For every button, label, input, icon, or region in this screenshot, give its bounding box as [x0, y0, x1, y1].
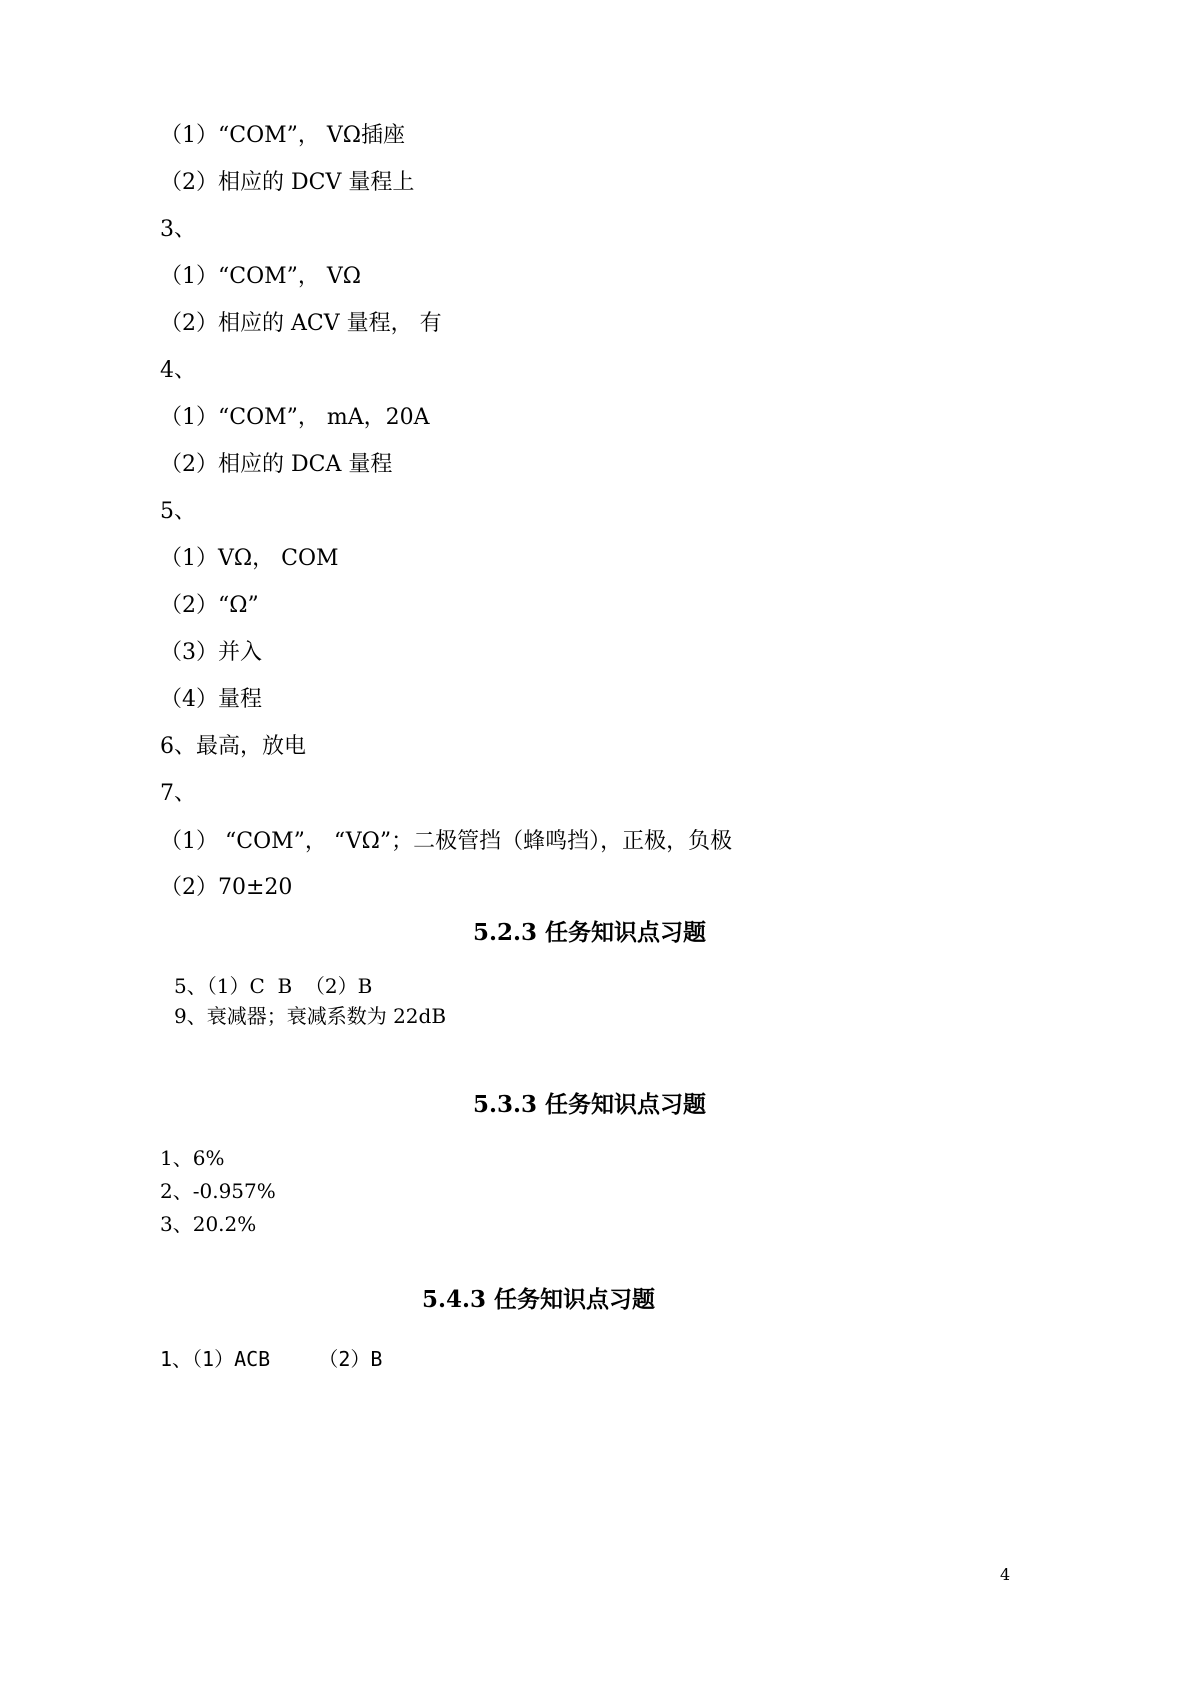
section-5-3-3-answer-1: 1、6%: [160, 1146, 225, 1170]
answer-line-9: 5、: [160, 499, 196, 524]
answer-line-16: （1） “COM”， “VΩ”；二极管挡（蜂鸣挡），正极，负极: [160, 829, 733, 854]
section-heading-5-2-3: 5.2.3 任务知识点习题: [473, 919, 707, 946]
section-heading-5-3-3: 5.3.3 任务知识点习题: [473, 1091, 707, 1118]
answer-line-5: （2）相应的 ACV 量程， 有: [160, 311, 442, 336]
section-heading-5-4-3: 5.4.3 任务知识点习题: [422, 1286, 656, 1313]
section-5-4-3-answer-1: 1、（1）ACB （2）B: [160, 1347, 383, 1371]
answer-line-17: （2）70±20: [160, 875, 293, 900]
answer-line-13: （4）量程: [160, 687, 262, 712]
answer-line-1: （1）“COM”， VΩ插座: [160, 123, 406, 148]
answer-line-2: （2）相应的 DCV 量程上: [160, 170, 415, 195]
answer-line-12: （3）并入: [160, 640, 262, 665]
section-5-2-3-answer-2: 9、衰减器；衰减系数为 22dB: [174, 1004, 447, 1028]
section-5-2-3-answer-1: 5、（1）C B （2）B: [174, 974, 373, 998]
answer-line-8: （2）相应的 DCA 量程: [160, 452, 393, 477]
answer-line-7: （1）“COM”， mA，20A: [160, 405, 430, 430]
answer-line-10: （1）VΩ， COM: [160, 546, 339, 571]
answer-line-3: 3、: [160, 217, 196, 242]
answer-line-4: （1）“COM”， VΩ: [160, 264, 362, 289]
answer-line-15: 7、: [160, 781, 196, 806]
answer-line-14: 6、最高，放电: [160, 734, 306, 759]
answer-line-6: 4、: [160, 358, 196, 383]
answer-line-11: （2）“Ω”: [160, 593, 259, 618]
page-number: 4: [1000, 1565, 1011, 1584]
section-5-3-3-answer-3: 3、20.2%: [160, 1212, 257, 1236]
section-5-3-3-answer-2: 2、-0.957%: [160, 1179, 276, 1203]
